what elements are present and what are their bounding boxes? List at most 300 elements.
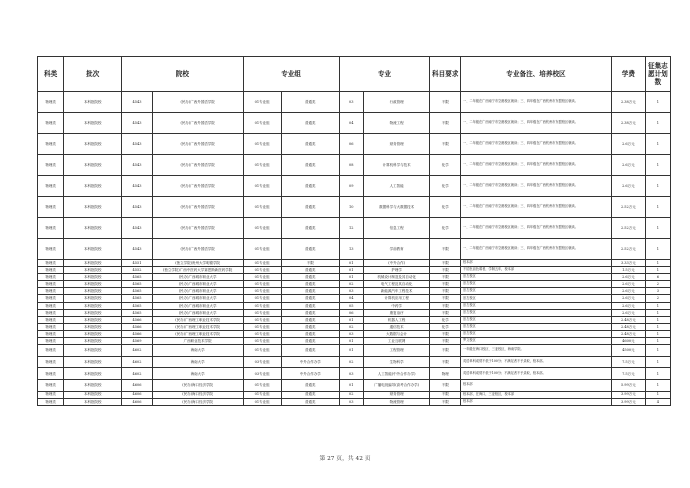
cell-school-name: (民办)广西外国语学院 (152, 218, 243, 239)
cell-school-name: (民办)广西城市职业大学 (152, 274, 243, 281)
header-major-group: 专业组 (243, 57, 339, 92)
cell-batch: 本科批院校 (64, 274, 122, 281)
cell-plan: 1 (645, 323, 670, 330)
cell-category: 物理类 (38, 302, 64, 309)
cell-group-req: 普通类 (281, 398, 339, 405)
cell-group-req: 普通类 (281, 295, 339, 302)
table-row (38, 267, 671, 274)
cell-subject-req: 不限 (430, 338, 461, 345)
cell-major-name: 大数据与会计 (363, 330, 430, 337)
cell-school-code: 4566 (122, 316, 153, 323)
cell-notes: 崇左校区 (461, 302, 612, 309)
cell-major-name: 机器人工程 (363, 316, 430, 323)
cell-plan: 1 (645, 379, 670, 391)
cell-group-req: 普通类 (281, 281, 339, 288)
cell-school-code: 4606 (122, 398, 153, 405)
cell-major-name: 信息工程 (363, 218, 430, 239)
cell-plan: 3 (645, 288, 670, 295)
cell-school-code: 4565 (122, 295, 153, 302)
cell-notes: 校本部，在海口，三亚校区，校本部 (461, 391, 612, 398)
cell-batch: 本科批院校 (64, 197, 122, 218)
cell-major-code: 01 (339, 379, 363, 391)
cell-group-req: 普通类 (281, 218, 339, 239)
cell-major-code: 01 (339, 260, 363, 267)
cell-tuition: 2.6万元 (611, 134, 645, 155)
cell-notes: 英语单科成绩不低于100分；不满足者不予录取，校本部。 (461, 356, 612, 368)
cell-tuition: 2.38万元 (611, 113, 645, 134)
table-row (38, 316, 671, 323)
cell-tuition: 1.5万元 (611, 267, 645, 274)
cell-group: 01专业组 (243, 323, 281, 330)
cell-tuition: 2.6万元 (611, 281, 645, 288)
cell-subject-req: 化学 (430, 197, 461, 218)
cell-school-code: 4602 (122, 368, 153, 380)
header-plan: 征集志愿计划数 (645, 57, 670, 92)
cell-school-name: (民办)海口经济学院 (152, 379, 243, 391)
table-row (38, 338, 671, 345)
cell-notes: 崇左校区 (461, 281, 612, 288)
cell-major-name: 财务管理 (363, 391, 430, 398)
cell-school-code: 4543 (122, 155, 153, 176)
cell-group: 01专业组 (243, 345, 281, 357)
table-row (38, 379, 671, 391)
cell-major-code: 03 (339, 92, 363, 113)
cell-category: 物理类 (38, 379, 64, 391)
cell-tuition: 2.6万元 (611, 288, 645, 295)
cell-plan: 1 (645, 197, 670, 218)
cell-batch: 本科批院校 (64, 155, 122, 176)
cell-plan: 1 (645, 155, 670, 176)
cell-category: 物理类 (38, 155, 64, 176)
cell-school-code: 4606 (122, 391, 153, 398)
cell-notes: 校本部 (461, 398, 612, 405)
cell-group: 01专业组 (243, 338, 281, 345)
cell-major-code: 02 (339, 281, 363, 288)
cell-major-name: 广播电视编导(高考合作办学) (363, 379, 430, 391)
cell-tuition: 2.6万元 (611, 274, 645, 281)
cell-subject-req: 不限 (430, 260, 461, 267)
cell-plan: 4 (645, 398, 670, 405)
cell-batch: 本科批院校 (64, 338, 122, 345)
cell-plan: 1 (645, 338, 670, 345)
cell-group-req: 普通类 (281, 274, 339, 281)
cell-school-code: 4543 (122, 134, 153, 155)
cell-group: 01专业组 (243, 316, 281, 323)
cell-major-name: 数据科学与大数据技术 (363, 197, 430, 218)
cell-group: 01专业组 (243, 274, 281, 281)
cell-plan: 1 (645, 239, 670, 260)
table-row (38, 398, 671, 405)
cell-group: 01专业组 (243, 379, 281, 391)
cell-major-name: 计算机科学与技术 (363, 155, 430, 176)
cell-major-code: 03 (339, 330, 363, 337)
cell-major-code: 01 (339, 338, 363, 345)
cell-major-code: 05 (339, 302, 363, 309)
cell-school-code: 4606 (122, 379, 153, 391)
cell-tuition: 3.99万元 (611, 398, 645, 405)
cell-group-req: 普通类 (281, 155, 339, 176)
cell-plan: 1 (645, 316, 670, 323)
cell-major-name: 财务管理 (363, 134, 430, 155)
cell-group: 01专业组 (243, 155, 281, 176)
table-row (38, 281, 671, 288)
cell-group-req: 普通类 (281, 113, 339, 134)
table-header-row (38, 57, 671, 92)
cell-major-name: 康复治疗 (363, 309, 430, 316)
header-subject-req: 科目要求 (430, 57, 461, 92)
cell-subject-req: 化学 (430, 218, 461, 239)
cell-group: 01专业组 (243, 309, 281, 316)
cell-subject-req: 不限 (430, 309, 461, 316)
cell-group: 01专业组 (243, 267, 281, 274)
cell-school-code: 4543 (122, 176, 153, 197)
cell-tuition: 7.5万元 (611, 368, 645, 380)
cell-major-code: 03 (339, 288, 363, 295)
cell-tuition: 2.52万元 (611, 218, 645, 239)
cell-school-name: (民办)广西城市职业大学 (152, 295, 243, 302)
cell-category: 物理类 (38, 295, 64, 302)
cell-school-code: 4566 (122, 330, 153, 337)
cell-group: 01专业组 (243, 281, 281, 288)
table-row (38, 92, 671, 113)
cell-group: 01专业组 (243, 197, 281, 218)
cell-school-code: 4543 (122, 197, 153, 218)
cell-batch: 本科批院校 (64, 398, 122, 405)
cell-group: 01专业组 (243, 218, 281, 239)
cell-plan: 1 (645, 113, 670, 134)
cell-notes: 校本部 (461, 379, 612, 391)
cell-school-name: (民办)广西理工职业技术学院 (152, 323, 243, 330)
cell-group-req: 中外合作办学 (281, 356, 339, 368)
cell-major-name: 人工智能(中外合作办学) (363, 368, 430, 380)
cell-tuition: 7.5万元 (611, 356, 645, 368)
cell-major-code: 02 (339, 323, 363, 330)
table-row (38, 218, 671, 239)
cell-plan: 1 (645, 134, 670, 155)
cell-school-code: 4552 (122, 267, 153, 274)
cell-school-name: (民办)广西城市职业大学 (152, 288, 243, 295)
header-notes: 专业备注、培养校区 (461, 57, 612, 92)
cell-group: 01专业组 (243, 330, 281, 337)
cell-group-req: 不限 (281, 260, 339, 267)
cell-plan: 6 (645, 274, 670, 281)
header-major: 专业 (339, 57, 430, 92)
cell-subject-req: 物理 (430, 368, 461, 380)
cell-school-code: 4602 (122, 356, 153, 368)
table-row (38, 295, 671, 302)
cell-major-code: 03 (339, 368, 363, 380)
cell-group-req: 普通类 (281, 92, 339, 113)
cell-major-name: 生物科学 (363, 356, 430, 368)
cell-notes: 一、二年级在广西南宁市空港校区就读；三、四年级在广西钦州市东盟校区就读。 (461, 155, 612, 176)
cell-subject-req: 不限 (430, 274, 461, 281)
cell-subject-req: 不限 (430, 356, 461, 368)
cell-notes: 校本部 (461, 260, 612, 267)
cell-notes: 一年级在海口校区、三亚校区，海南学院。 (461, 345, 612, 357)
table-row (38, 176, 671, 197)
cell-major-code: 04 (339, 295, 363, 302)
table-row (38, 260, 671, 267)
cell-group: 01专业组 (243, 113, 281, 134)
cell-school-name: (独立学院)广西中医药大学赛恩斯新医药学院 (152, 267, 243, 274)
table-row (38, 197, 671, 218)
header-category: 科类 (38, 57, 64, 92)
cell-category: 物理类 (38, 239, 64, 260)
cell-group-req: 普通类 (281, 267, 339, 274)
cell-group: 01专业组 (243, 302, 281, 309)
cell-batch: 本科批院校 (64, 281, 122, 288)
cell-plan: 1 (645, 330, 670, 337)
cell-notes: 一、二年级在广西南宁市空港校区就读；三、四年级在广西钦州市东盟校区就读。 (461, 239, 612, 260)
cell-group: 03专业组 (243, 356, 281, 368)
header-tuition: 学费 (611, 57, 645, 92)
cell-notes: 崇左校区 (461, 330, 612, 337)
cell-subject-req: 不限 (430, 398, 461, 405)
cell-notes: 崇左校区 (461, 309, 612, 316)
cell-group-req: 普通类 (281, 323, 339, 330)
cell-school-name: (民办)海口经济学院 (152, 391, 243, 398)
cell-category: 物理类 (38, 288, 64, 295)
cell-group-req: 普通类 (281, 330, 339, 337)
cell-school-code: 4543 (122, 92, 153, 113)
cell-batch: 本科批院校 (64, 302, 122, 309)
table-row (38, 330, 671, 337)
cell-group: 03专业组 (243, 368, 281, 380)
table-row (38, 309, 671, 316)
cell-category: 物理类 (38, 345, 64, 357)
cell-major-code: 01 (339, 345, 363, 357)
cell-plan: 1 (645, 302, 670, 309)
cell-notes: 一、二年级在广西南宁市空港校区就读；三、四年级在广西钦州市东盟校区就读。 (461, 92, 612, 113)
cell-notes: 崇左校区 (461, 288, 612, 295)
cell-group-req: 普通类 (281, 239, 339, 260)
header-batch: 批次 (64, 57, 122, 92)
cell-plan: 1 (645, 391, 670, 398)
cell-major-code: 02 (339, 391, 363, 398)
cell-major-name: 中药学 (363, 302, 430, 309)
cell-group: 01专业组 (243, 288, 281, 295)
cell-major-name: 机械设计制造及其自动化 (363, 274, 430, 281)
cell-plan: 1 (645, 260, 670, 267)
cell-group-req: 普通类 (281, 391, 339, 398)
cell-school-code: 4543 (122, 239, 153, 260)
cell-subject-req: 不限 (430, 345, 461, 357)
cell-group: 01专业组 (243, 391, 281, 398)
cell-notes: 崇左校区 (461, 295, 612, 302)
cell-major-code: 01 (339, 316, 363, 323)
cell-group-req: 普通类 (281, 288, 339, 295)
cell-group-req: 普通类 (281, 338, 339, 345)
cell-batch: 本科批院校 (64, 113, 122, 134)
cell-school-name: (独立学院)贵州大学明德学院 (152, 260, 243, 267)
cell-group: 01专业组 (243, 398, 281, 405)
cell-school-name: (民办)广西外国语学院 (152, 155, 243, 176)
cell-school-name: 海南大学 (152, 345, 243, 357)
cell-subject-req: 不限 (430, 92, 461, 113)
cell-major-name: 学前教育 (363, 239, 430, 260)
cell-subject-req: 不限 (430, 379, 461, 391)
cell-notes: 不招色盲色弱者，学制五年，校本部 (461, 267, 612, 274)
cell-tuition: 3.33万元 (611, 260, 645, 267)
cell-subject-req: 化学 (430, 316, 461, 323)
cell-school-name: (民办)广西外国语学院 (152, 176, 243, 197)
cell-school-code: 4602 (122, 345, 153, 357)
cell-group: 01专业组 (243, 239, 281, 260)
cell-school-name: 广西职业技术学院 (152, 338, 243, 345)
table-row (38, 288, 671, 295)
cell-batch: 本科批院校 (64, 316, 122, 323)
cell-subject-req: 不限 (430, 330, 461, 337)
cell-category: 物理类 (38, 218, 64, 239)
table-row (38, 302, 671, 309)
cell-batch: 本科批院校 (64, 309, 122, 316)
cell-batch: 本科批院校 (64, 176, 122, 197)
cell-group: 01专业组 (243, 176, 281, 197)
cell-batch: 本科批院校 (64, 92, 122, 113)
cell-school-code: 4543 (122, 113, 153, 134)
cell-group-req: 普通类 (281, 134, 339, 155)
cell-batch: 本科批院校 (64, 267, 122, 274)
cell-category: 物理类 (38, 323, 64, 330)
cell-plan: 2 (645, 281, 670, 288)
cell-major-code: 01 (339, 267, 363, 274)
cell-group-req: 普通类 (281, 309, 339, 316)
cell-category: 物理类 (38, 398, 64, 405)
cell-batch: 本科批院校 (64, 330, 122, 337)
cell-major-code: 02 (339, 356, 363, 368)
cell-category: 物理类 (38, 281, 64, 288)
cell-major-name: 工业互联网 (363, 338, 430, 345)
cell-batch: 本科批院校 (64, 134, 122, 155)
cell-notes: 一、二年级在广西南宁市空港校区就读；三、四年级在广西钦州市东盟校区就读。 (461, 218, 612, 239)
cell-plan: 1 (645, 356, 670, 368)
cell-major-code: 04 (339, 113, 363, 134)
cell-school-code: 4551 (122, 260, 153, 267)
cell-group-req: 普通类 (281, 316, 339, 323)
table-row (38, 368, 671, 380)
cell-major-code: 06 (339, 309, 363, 316)
cell-school-code: 4565 (122, 281, 153, 288)
cell-major-name: 行政管理 (363, 92, 430, 113)
cell-tuition: 4600元 (611, 338, 645, 345)
cell-tuition: 5.99万元 (611, 379, 645, 391)
cell-batch: 本科批院校 (64, 218, 122, 239)
cell-category: 物理类 (38, 197, 64, 218)
cell-plan: 1 (645, 309, 670, 316)
cell-tuition: 2.6万元 (611, 302, 645, 309)
cell-school-name: 海南大学 (152, 368, 243, 380)
cell-subject-req: 不限 (430, 267, 461, 274)
cell-subject-req: 不限 (430, 239, 461, 260)
cell-subject-req: 不限 (430, 302, 461, 309)
cell-major-code: 01 (339, 274, 363, 281)
cell-notes: 一、二年级在广西南宁市空港校区就读；三、四年级在广西钦州市东盟校区就读。 (461, 134, 612, 155)
cell-major-code: 12 (339, 218, 363, 239)
cell-category: 物理类 (38, 330, 64, 337)
cell-group: 01专业组 (243, 92, 281, 113)
cell-tuition: 2.6万元 (611, 176, 645, 197)
cell-category: 物理类 (38, 356, 64, 368)
cell-school-code: 4569 (122, 338, 153, 345)
cell-major-code: 09 (339, 176, 363, 197)
cell-tuition: 2.48万元 (611, 316, 645, 323)
cell-school-code: 4565 (122, 274, 153, 281)
cell-subject-req: 化学 (430, 155, 461, 176)
cell-category: 物理类 (38, 391, 64, 398)
cell-subject-req: 不限 (430, 281, 461, 288)
cell-batch: 本科批院校 (64, 345, 122, 357)
cell-major-name: 电气工程及其自动化 (363, 281, 430, 288)
cell-tuition: 2.6万元 (611, 309, 645, 316)
cell-major-name: 人工智能 (363, 176, 430, 197)
cell-school-name: (民办)广西外国语学院 (152, 134, 243, 155)
cell-batch: 本科批院校 (64, 356, 122, 368)
cell-major-name: (中外合作) (363, 260, 430, 267)
cell-school-code: 4566 (122, 323, 153, 330)
cell-major-name: 工程管理 (363, 345, 430, 357)
cell-category: 物理类 (38, 92, 64, 113)
cell-major-name: 护理学 (363, 267, 430, 274)
cell-tuition: 2.52万元 (611, 239, 645, 260)
cell-school-name: (民办)广西理工职业技术学院 (152, 316, 243, 323)
table-row (38, 113, 671, 134)
cell-subject-req: 化学 (430, 323, 461, 330)
cell-major-code: 06 (339, 134, 363, 155)
cell-category: 物理类 (38, 274, 64, 281)
cell-tuition: 2.48万元 (611, 330, 645, 337)
cell-batch: 本科批院校 (64, 295, 122, 302)
cell-major-name: 计算机应用工程 (363, 295, 430, 302)
cell-plan: 1 (645, 267, 670, 274)
cell-school-name: (民办)广西外国语学院 (152, 92, 243, 113)
cell-group: 01专业组 (243, 134, 281, 155)
cell-batch: 本科批院校 (64, 239, 122, 260)
cell-subject-req: 化学 (430, 176, 461, 197)
cell-batch: 本科批院校 (64, 379, 122, 391)
table-row (38, 239, 671, 260)
cell-tuition: 2.6万元 (611, 295, 645, 302)
cell-school-name: (民办)广西城市职业大学 (152, 302, 243, 309)
cell-subject-req: 不限 (430, 134, 461, 155)
cell-category: 物理类 (38, 338, 64, 345)
cell-major-name: 通信技术 (363, 323, 430, 330)
cell-school-code: 4565 (122, 302, 153, 309)
cell-batch: 本科批院校 (64, 368, 122, 380)
table-row (38, 323, 671, 330)
cell-category: 物理类 (38, 368, 64, 380)
cell-group-req: 普通类 (281, 379, 339, 391)
cell-group-req: 中外合作办学 (281, 368, 339, 380)
cell-school-code: 4565 (122, 288, 153, 295)
cell-notes: 一、二年级在广西南宁市空港校区就读；三、四年级在广西钦州市东盟校区就读。 (461, 113, 612, 134)
cell-tuition: 2.52万元 (611, 197, 645, 218)
cell-subject-req: 不限 (430, 391, 461, 398)
cell-school-name: (民办)广西外国语学院 (152, 113, 243, 134)
cell-notes: 一、二年级在广西南宁市空港校区就读；三、四年级在广西钦州市东盟校区就读。 (461, 176, 612, 197)
cell-subject-req: 不限 (430, 295, 461, 302)
cell-category: 物理类 (38, 176, 64, 197)
cell-plan: 1 (645, 92, 670, 113)
cell-category: 物理类 (38, 267, 64, 274)
cell-category: 物理类 (38, 113, 64, 134)
cell-school-name: (民办)广西城市职业大学 (152, 281, 243, 288)
table-body (38, 92, 671, 406)
admission-plan-table (37, 56, 671, 406)
cell-notes: 崇左校区 (461, 323, 612, 330)
cell-subject-req: 不限 (430, 113, 461, 134)
cell-tuition: 2.6万元 (611, 155, 645, 176)
cell-notes: 英语单科成绩不低于100分；不满足者不予录取，校本部。 (461, 368, 612, 380)
